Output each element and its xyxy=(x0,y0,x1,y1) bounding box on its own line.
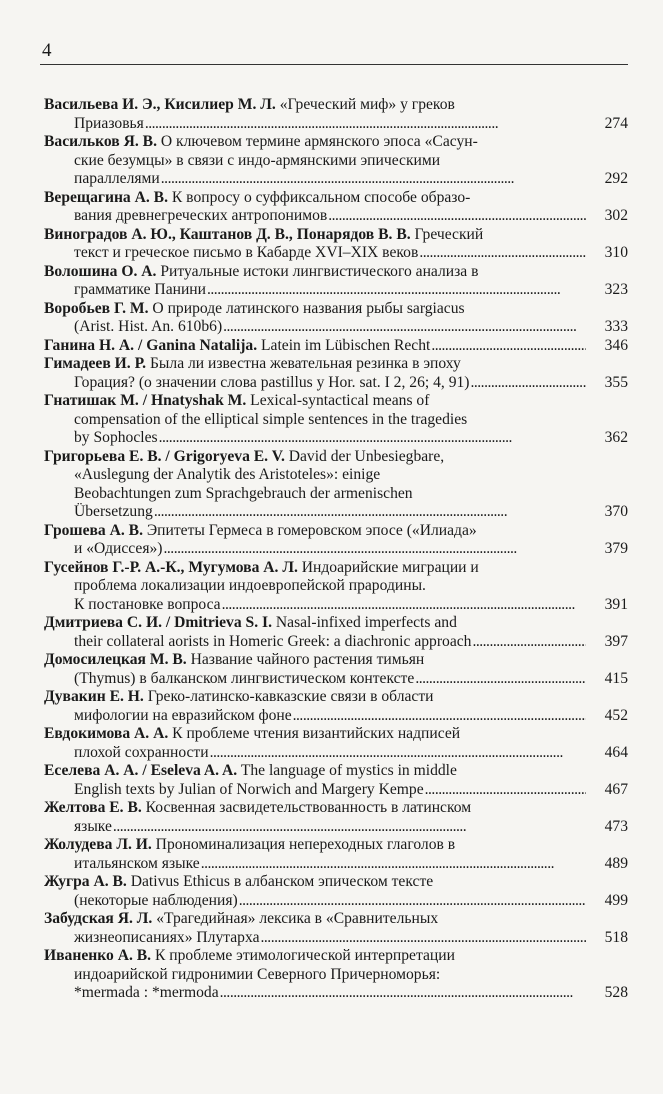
toc-page-number: 310 xyxy=(604,244,628,261)
toc-entry-author: Иваненко А. В. xyxy=(44,947,152,964)
toc-entry-title: by Sophocles xyxy=(74,429,158,446)
toc-entry xyxy=(44,651,628,688)
toc-entry xyxy=(44,614,628,651)
toc-entry-title: и «Одиссея») xyxy=(74,540,163,557)
toc-entry-title: (Thymus) в балканском лингвистическом контексте xyxy=(74,669,415,687)
toc-page-number: 528 xyxy=(604,984,628,1001)
toc-entry-author: Забудская Я. Л. xyxy=(44,910,153,927)
toc-entry-title-line xyxy=(44,836,628,855)
toc-page-number: 292 xyxy=(604,170,628,187)
toc-leader-dots xyxy=(222,596,586,615)
toc-entry-text xyxy=(74,244,418,263)
toc-leader-dots xyxy=(431,337,586,356)
toc-entry-title: итальянском языке xyxy=(74,854,200,872)
toc-entry-continuation-line xyxy=(44,707,628,726)
toc-entry-author: Грошева А. В. xyxy=(44,521,143,539)
toc-entry-text xyxy=(74,207,327,226)
toc-entry-title-line xyxy=(44,448,628,467)
toc-entry-title: ские безумцы» в связи с индо-армянскими эпическими xyxy=(74,151,441,169)
toc-leader-dots xyxy=(145,115,586,134)
toc-entry-continuation-line xyxy=(44,577,628,596)
toc-entry xyxy=(44,947,628,1003)
toc-entry-author: Жугра А. В. xyxy=(44,873,127,890)
toc-entry-title-line xyxy=(44,947,628,966)
toc-entry-text xyxy=(74,855,200,874)
toc-leader-dots xyxy=(161,170,586,189)
toc-entry-title: Греко-латинско-кавказские связи в области xyxy=(143,688,434,705)
toc-entry-title: параллелями xyxy=(74,170,160,187)
toc-entry-text xyxy=(74,374,469,393)
toc-entry-continuation-line xyxy=(44,503,628,522)
toc-leader-dots xyxy=(164,540,587,559)
toc-entry-text xyxy=(74,170,160,189)
toc-entry-title: Была ли известна жевательная резинка в эпоху xyxy=(146,355,461,372)
toc-entry-title-line xyxy=(44,614,628,633)
toc-entry-text xyxy=(74,115,144,134)
toc-entry-title: «Трагедийная» лексика в «Сравнительных xyxy=(152,910,439,927)
toc-leader-dots xyxy=(470,374,586,393)
toc-entry xyxy=(44,96,628,133)
toc-entry-title: К постановке вопроса xyxy=(74,595,221,613)
toc-entry-title-line xyxy=(44,96,628,115)
toc-leader-dots xyxy=(113,818,586,837)
toc-page-number: 323 xyxy=(604,281,628,298)
toc-entry-continuation-line xyxy=(44,929,628,948)
toc-entry-continuation-line xyxy=(44,207,628,226)
toc-entry-continuation-line xyxy=(44,892,628,911)
toc-entry xyxy=(44,355,628,392)
toc-entry-title: Lexical-syntactical means of xyxy=(246,392,430,409)
toc-entry-title: О ключевом термине армянского эпоса «Сасун- xyxy=(156,133,478,150)
toc-entry-text xyxy=(74,984,219,1003)
toc-entry-continuation-line xyxy=(44,466,628,485)
toc-entry-author: Желтова Е. В. xyxy=(44,799,142,816)
toc-leader-dots xyxy=(223,318,586,337)
toc-leader-dots xyxy=(210,744,586,763)
toc-entry xyxy=(44,799,628,836)
toc-entry xyxy=(44,189,628,226)
toc-page-number: 346 xyxy=(604,336,628,354)
toc-page-number: 464 xyxy=(604,743,628,761)
toc-entry-text xyxy=(74,429,158,448)
toc-entry-continuation-line xyxy=(44,374,628,393)
toc-entry-title: Nasal-infixed imperfects and xyxy=(271,614,457,631)
toc-leader-dots xyxy=(220,984,586,1003)
toc-entry-title-line xyxy=(44,133,628,152)
toc-entry-continuation-line xyxy=(44,633,628,652)
toc-entry xyxy=(44,300,628,337)
toc-page-number: 355 xyxy=(604,373,628,391)
toc-entry-title-line xyxy=(44,910,628,929)
toc-entry-author: Виноградов А. Ю., Каштанов Д. В., Понарядов В. В. xyxy=(44,225,411,243)
toc-entry-continuation-line xyxy=(44,170,628,189)
toc-entry-title: Эпитеты Гермеса в гомеровском эпосе («Илиада» xyxy=(142,521,477,539)
toc-entry-title-line xyxy=(44,559,628,578)
toc-leader-dots xyxy=(293,707,586,726)
toc-leader-dots xyxy=(415,670,586,689)
toc-entry xyxy=(44,263,628,300)
toc-leader-dots xyxy=(472,633,586,652)
toc-entry-continuation-line xyxy=(44,540,628,559)
toc-entry-continuation-line xyxy=(44,818,628,837)
toc-entry-continuation-line xyxy=(44,744,628,763)
toc-page-number: 397 xyxy=(604,632,628,650)
toc-entry-title: David der Unbesiegbare, xyxy=(284,447,445,465)
toc-entry xyxy=(44,337,628,356)
toc-page-number: 467 xyxy=(604,780,628,798)
toc-entry-text xyxy=(74,744,209,763)
toc-entry xyxy=(44,873,628,910)
toc-leader-dots xyxy=(207,281,586,300)
toc-entry-continuation-line xyxy=(44,855,628,874)
toc-page-number: 489 xyxy=(604,854,628,872)
toc-leader-dots xyxy=(261,929,587,948)
toc-entry-continuation-line xyxy=(44,244,628,263)
toc-entry-title: Latein im Lübischen Recht xyxy=(257,336,431,354)
toc-entry-title: Название чайного растения тимьян xyxy=(186,651,425,668)
toc-entry-title: Греческий xyxy=(410,225,484,243)
toc-entry-text xyxy=(74,818,112,837)
toc-page-number: 415 xyxy=(604,669,628,687)
toc-entry xyxy=(44,836,628,873)
toc-entry xyxy=(44,226,628,263)
toc-entry-title: вания древнегреческих антропонимов xyxy=(74,207,328,224)
toc-entry-continuation-line xyxy=(44,596,628,615)
toc-entry-title: compensation of the elliptical simple sentences in the tragedies xyxy=(74,410,468,428)
toc-entry-title: Косвенная засвидетельствованность в латинском xyxy=(141,799,472,816)
toc-entry-text xyxy=(74,670,414,689)
toc-entry-continuation-line xyxy=(44,966,628,985)
toc-entry-author: Жолудева Л. И. xyxy=(44,836,152,853)
toc-entry xyxy=(44,559,628,615)
toc-entry xyxy=(44,392,628,448)
toc-entry-title: индоарийской гидронимии Северного Причерноморья: xyxy=(74,965,441,983)
toc-page-number: 452 xyxy=(604,706,628,724)
toc-leader-dots xyxy=(239,892,586,911)
toc-entry-author: Воробьев Г. М. xyxy=(44,299,149,317)
toc-entry-title: К вопросу о суффиксальном способе образо- xyxy=(167,188,471,206)
toc-entry-title: «Auslegung der Analytik des Aristoteles»: einige xyxy=(74,466,381,483)
page-number: 4 xyxy=(42,40,52,61)
toc-entry-title-line xyxy=(44,873,628,892)
toc-entry-title: мифологии на евразийском фоне xyxy=(74,706,292,724)
toc-entry-author: Гусейнов Г.-Р. А.-К., Мугумова А. Л. xyxy=(44,558,298,576)
toc-entry-title: «Греческий миф» у греков xyxy=(275,96,455,113)
toc-page-number: 473 xyxy=(604,817,628,835)
toc-entry-text xyxy=(74,929,260,948)
toc-entry-title: текст и греческое письмо в Кабарде XVI–XIX веков xyxy=(74,244,419,261)
toc-entry-author: Ганина Н. А. / Ganina Natalija. xyxy=(44,336,258,354)
toc-entry-title-line xyxy=(44,522,628,541)
toc-entry-continuation-line xyxy=(44,670,628,689)
toc-entry-title: грамматике Панини xyxy=(74,281,206,298)
toc-page-number: 518 xyxy=(604,928,628,946)
toc-entry-title: К проблеме этимологической интерпретации xyxy=(151,947,455,964)
toc-leader-dots xyxy=(419,244,586,263)
toc-entry-title: (некоторые наблюдения) xyxy=(74,891,238,909)
toc-entry-continuation-line xyxy=(44,781,628,800)
toc-entry-title-line xyxy=(44,189,628,208)
toc-page-number: 362 xyxy=(604,429,628,446)
toc-entry-text xyxy=(74,707,292,726)
toc-entry-continuation-line xyxy=(44,281,628,300)
toc-entry xyxy=(44,910,628,947)
toc-page-number: 274 xyxy=(604,114,628,132)
toc-entry-continuation-line xyxy=(44,318,628,337)
toc-entry-text xyxy=(44,337,430,356)
toc-page-number: 370 xyxy=(604,503,628,520)
toc-entry-text xyxy=(74,281,206,300)
toc-entry-continuation-line xyxy=(44,984,628,1003)
toc-entry-title: Индоарийские миграции и xyxy=(297,558,479,576)
toc-entry-title-line xyxy=(44,799,628,818)
toc-entry-title: Прономинализация непереходных глаголов в xyxy=(151,836,456,853)
toc-entry xyxy=(44,522,628,559)
toc-entry-author: Домосилецкая М. В. xyxy=(44,651,187,668)
toc-entry-continuation-line xyxy=(44,152,628,171)
toc-entry-author: Гнатишак М. / Hnatyshak M. xyxy=(44,392,247,409)
toc-entry-continuation-line xyxy=(44,429,628,448)
toc-entry-author: Васильков Я. В. xyxy=(44,133,157,150)
toc-entry-continuation-line xyxy=(44,485,628,504)
toc-entry-title: Приазовья xyxy=(74,114,144,132)
toc-entry-author: Волошина О. А. xyxy=(44,262,157,280)
toc-entry-title: Beobachtungen zum Sprachgebrauch der armenischen xyxy=(74,484,413,502)
toc-entry-title-line xyxy=(44,355,628,374)
toc-leader-dots xyxy=(425,781,586,800)
toc-entry-author: Дмитриева С. И. / Dmitrieva S. I. xyxy=(44,614,272,631)
toc-entry-title: О природе латинского названия рыбы sargiacus xyxy=(148,299,465,317)
toc-entry-title: Ритуальные истоки лингвистического анализа в xyxy=(156,262,479,280)
toc-entry-title-line xyxy=(44,337,628,356)
toc-entry xyxy=(44,725,628,762)
toc-entry-text xyxy=(74,503,153,522)
toc-entry-author: Васильева И. Э., Кисилиер М. Л. xyxy=(44,96,276,113)
toc-leader-dots xyxy=(154,503,586,522)
toc-entry-text xyxy=(74,318,222,337)
toc-entry-author: Верещагина А. В. xyxy=(44,188,168,206)
toc-entry xyxy=(44,762,628,799)
toc-entry-author: Дувакин Е. Н. xyxy=(44,688,144,705)
toc-page-number: 379 xyxy=(604,540,628,557)
toc-leader-dots xyxy=(159,429,586,448)
toc-entry-title: Dativus Ethicus в албанском эпическом тексте xyxy=(126,873,434,890)
toc-entry-title-line xyxy=(44,392,628,411)
toc-entry-title: языке xyxy=(74,817,112,835)
toc-entry-title: their collateral aorists in Homeric Greek: a diachronic approach xyxy=(74,632,472,650)
toc-entry-text xyxy=(74,633,471,652)
toc-entry-title-line xyxy=(44,725,628,744)
toc-entry-author: Еселева А. А. / Eseleva A. A. xyxy=(44,762,238,779)
toc-entry-title: Горация? (о значении слова pastillus у Hor. sat. I 2, 26; 4, 91) xyxy=(74,373,470,391)
toc-entry xyxy=(44,133,628,189)
toc-page-number: 333 xyxy=(604,318,628,335)
toc-page-number: 391 xyxy=(604,595,628,613)
toc-page-number: 302 xyxy=(604,207,628,224)
toc-entry-title: плохой сохранности xyxy=(74,743,209,761)
toc-entry xyxy=(44,448,628,522)
toc-entry-author: Евдокимова А. А. xyxy=(44,725,169,742)
toc-entry xyxy=(44,688,628,725)
toc-entry-title-line xyxy=(44,226,628,245)
toc-entry-text xyxy=(74,540,163,559)
toc-entry-continuation-line xyxy=(44,115,628,134)
toc-entry-title-line xyxy=(44,263,628,282)
toc-entry-title: *mermada : *mermoda xyxy=(74,984,219,1001)
toc-entry-title: жизнеописаниях» Плутарха xyxy=(74,928,260,946)
toc-page-number: 499 xyxy=(604,891,628,909)
toc-entry-title: The language of mystics in middle xyxy=(237,762,457,779)
toc-entry-title-line xyxy=(44,688,628,707)
toc-entry-continuation-line xyxy=(44,411,628,430)
toc-entry-title: English texts by Julian of Norwich and Margery Kempe xyxy=(74,780,424,798)
toc-entry-title-line xyxy=(44,300,628,319)
toc-entry-title-line xyxy=(44,651,628,670)
toc-leader-dots xyxy=(201,855,586,874)
toc-entry-title-line xyxy=(44,762,628,781)
toc-entry-text xyxy=(74,892,238,911)
toc-entry-title: проблема локализации индоевропейской прародины. xyxy=(74,577,426,594)
toc-entry-author: Гимадеев И. Р. xyxy=(44,355,147,372)
toc-entry-text xyxy=(74,781,424,800)
table-of-contents xyxy=(44,96,628,1003)
toc-entry-author: Григорьева Е. В. / Grigoryeva E. V. xyxy=(44,447,285,465)
toc-entry-text xyxy=(74,596,221,615)
header-rule xyxy=(40,64,628,65)
toc-entry-title: (Arist. Hist. An. 610b6) xyxy=(74,318,223,335)
toc-entry-title: Übersetzung xyxy=(74,503,153,520)
toc-entry-title: К проблеме чтения византийских надписей xyxy=(168,725,461,742)
toc-leader-dots xyxy=(328,207,586,226)
